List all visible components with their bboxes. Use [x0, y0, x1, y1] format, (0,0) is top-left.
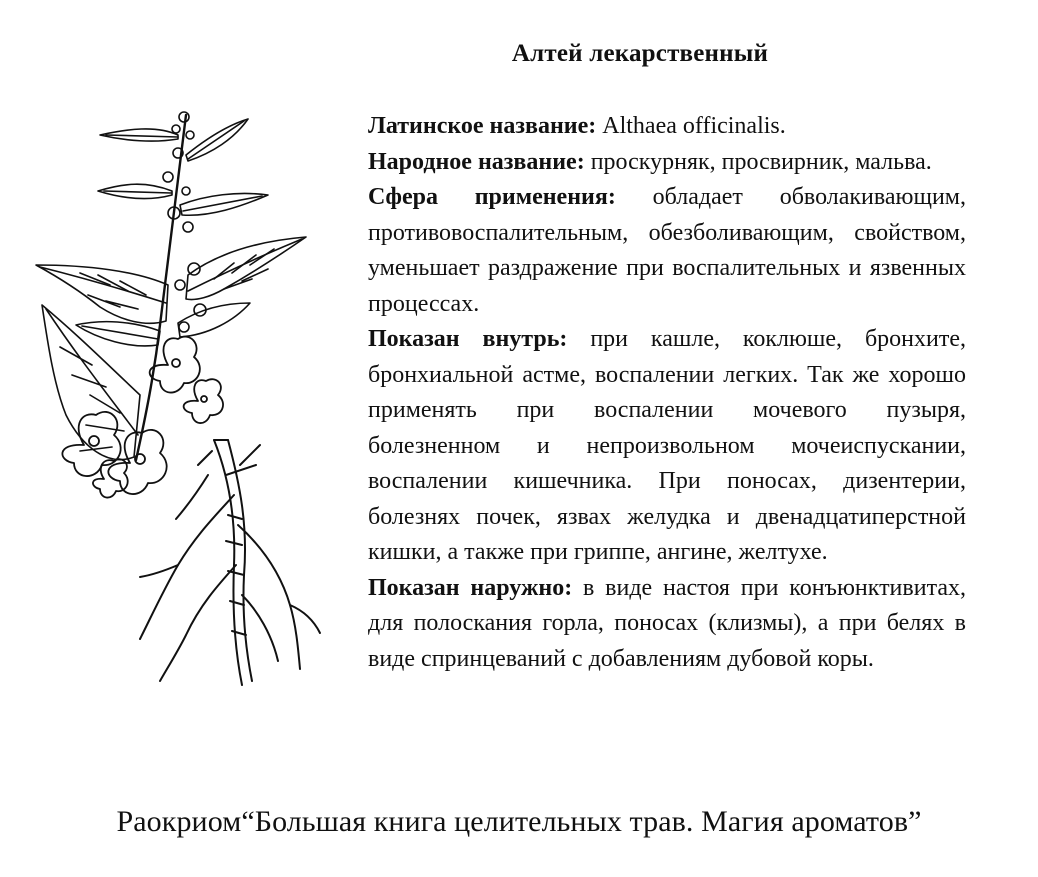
internal-use-paragraph [368, 322, 966, 571]
latin-name-label: Латинское название: [368, 113, 597, 139]
source-citation: Раокриом“Большая книга целительных трав. Магия ароматов” [116, 805, 922, 838]
external-use-label: Показан наружно: [368, 574, 573, 601]
external-use-paragraph [368, 571, 966, 678]
latin-name-text: Althaea officinalis. [596, 113, 786, 139]
latin-name-paragraph [368, 109, 966, 145]
marshmallow-plant-drawing-icon [28, 95, 328, 695]
application-text: обладает обволакивающим, противовоспалительным, обезболивающим, свойством, уменьшает раздражение при воспалительных и язвенных процессах. [368, 184, 966, 317]
folk-name-paragraph [368, 145, 966, 181]
article-body [368, 109, 966, 677]
page-title: Алтей лекарственный [511, 40, 769, 67]
internal-use-text: при кашле, коклюше, бронхите, бронхиальной астме, воспалении легких. Так же хорошо применять при воспалении мочевого пузыря, болезненном и непроизвольном мочеиспускании, воспалении кишечника. При поносах, дизентерии, болезнях почек, язвах желудка и двенадцатиперстной кишки, а также при гриппе, ангине, желтухе. [368, 326, 966, 565]
external-use-text: в виде настоя при конъюнктивитах, для полоскания горла, поносах (клизмы), а при белях в виде спринцеваний с добавлениям дубовой коры. [368, 574, 967, 672]
internal-use-label: Показан внутрь: [368, 326, 568, 352]
application-label: Сфера применения: [368, 184, 616, 210]
folk-name-label: Народное название: [368, 148, 585, 175]
application-paragraph [368, 180, 966, 322]
folk-name-text: проскурняк, просвирник, мальва. [584, 148, 932, 175]
